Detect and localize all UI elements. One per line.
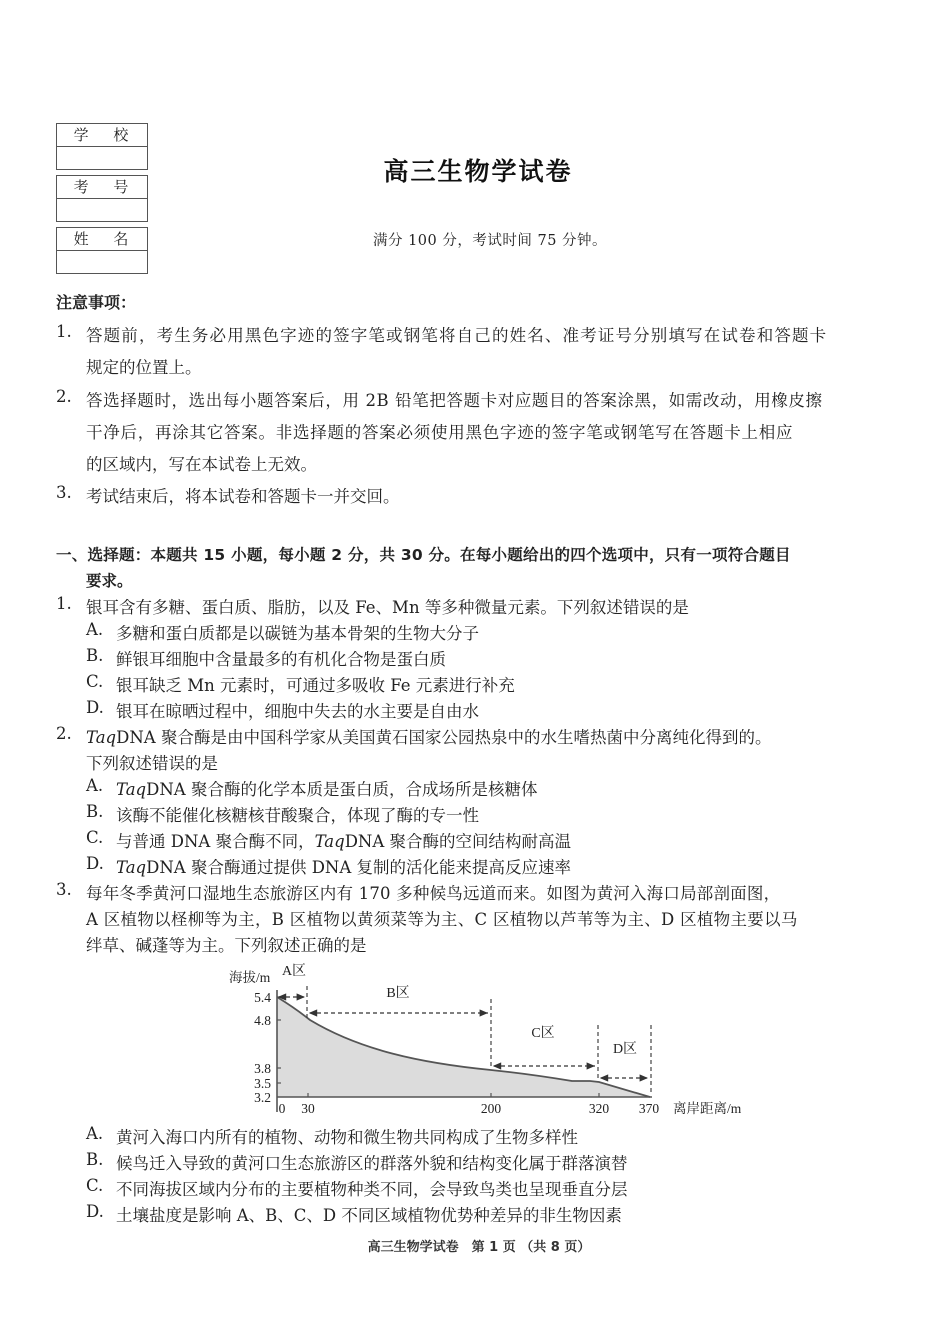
q3-stem-line-1: 每年冬季黄河口湿地生态旅游区内有 170 多种候鸟远道而来。如图为黄河入海口局部剖面图， [86,884,781,903]
q1-stem: 银耳含有多糖、蛋白质、脂肪，以及 Fe、Mn 等多种微量元素。下列叙述错误的是 [86,598,689,617]
note-2-num: 2. [56,387,72,406]
x-tick-370: 370 [638,1101,660,1116]
y-tick-3-5: 3.5 [254,1076,271,1091]
q2-option-c-pre: 与普通 DNA 聚合酶不同， [116,832,315,851]
x-tick-30: 30 [301,1101,315,1116]
note-3-line-1: 考试结束后，将本试卷和答题卡一并交回。 [86,487,400,506]
q2-option-a-taq: Taq [116,780,147,799]
q3-option-d-label[interactable]: D. [86,1202,104,1221]
note-2-line-3: 的区域内，写在本试卷上无效。 [86,455,317,474]
q2-option-a-rest: DNA 聚合酶的化学本质是蛋白质，合成场所是核糖体 [146,780,538,799]
q2-option-b-pre: 该酶不能催化核糖核苷酸聚合，体现了酶的专一性 [116,806,479,825]
x-axis-label: 离岸距离/m [673,1101,742,1116]
note-3-num: 3. [56,483,72,502]
q2-option-b-text [116,802,479,826]
x-tick-200: 200 [480,1101,502,1116]
q3-option-b-text: 候鸟迁入导致的黄河口生态旅游区的群落外貌和结构变化属于群落演替 [116,1154,628,1173]
q2-stem-line-1-text: DNA 聚合酶是由中国科学家从美国黄石国家公园热泉中的水生嗜热菌中分离纯化得到的。 [116,728,772,747]
school-label: 学 校 [57,124,147,147]
q3-option-b-label[interactable]: B. [86,1150,104,1169]
q2-stem-line-2: 下列叙述错误的是 [86,754,218,773]
q2-option-c-label[interactable]: C. [86,828,104,847]
y-tick-3-2: 3.2 [254,1090,271,1105]
name-field[interactable] [57,251,147,273]
exam-number-label: 考 号 [57,176,147,199]
q3-number: 3. [56,880,72,899]
q1-option-d-label[interactable]: D. [86,698,104,717]
q1-option-a-label[interactable]: A. [86,620,104,639]
q2-stem-line-1 [86,724,771,748]
y-tick-4-8: 4.8 [254,1013,271,1028]
zone-b-label: B区 [386,986,410,1001]
exam-subtitle: 满分 100 分，考试时间 75 分钟。 [372,233,608,249]
q2-option-d-taq: Taq [116,858,147,877]
q3-option-c-label[interactable]: C. [86,1176,104,1195]
q2-number: 2. [56,724,72,743]
q2-option-c-rest: DNA 聚合酶的空间结构耐高温 [344,832,572,851]
q2-option-c-text [116,828,571,852]
river-mouth-profile-chart [220,958,760,1118]
note-1-line-1: 答题前，考生务必用黑色字迹的签字笔或钢笔将自己的姓名、准考证号分别填写在试卷和答题卡 [86,326,828,345]
y-axis-label: 海拔/m [229,970,271,985]
q3-stem-line-2: A 区植物以柽柳等为主，B 区植物以黄须菜等为主、C 区植物以芦苇等为主、D 区植物主要以马 [86,910,798,929]
note-2-line-2: 干净后，再涂其它答案。非选择题的答案必须使用黑色字迹的签字笔或钢笔写在答题卡上相应 [86,423,794,442]
q3-option-a-label[interactable]: A. [86,1124,104,1143]
q1-number: 1. [56,594,72,613]
q2-option-a-text [116,776,537,800]
notes-heading: 注意事项： [56,293,137,312]
section-1-heading-line-1: 一、选择题：本题共 15 小题，每小题 2 分，共 30 分。在每小题给出的四个选项中，只有一项符合题目 [56,546,791,564]
q1-option-c-text: 银耳缺乏 Mn 元素时，可通过多吸收 Fe 元素进行补充 [116,676,515,695]
zone-d-label: D区 [612,1042,638,1057]
zone-c-label: C区 [531,1026,555,1041]
note-1-line-2: 规定的位置上。 [86,358,202,377]
q2-option-d-text [116,854,571,878]
q3-option-d-text: 土壤盐度是影响 A、B、C、D 不同区域植物优势种差异的非生物因素 [116,1206,622,1225]
q1-option-b-label[interactable]: B. [86,646,104,665]
q3-stem-line-3: 绊草、碱蓬等为主。下列叙述正确的是 [86,936,367,955]
y-tick-3-8: 3.8 [254,1061,271,1076]
note-2-line-1: 答选择题时，选出每小题答案后，用 2B 铅笔把答题卡对应题目的答案涂黑，如需改动，用橡皮擦 [86,391,823,410]
q3-option-c-text: 不同海拔区域内分布的主要植物种类不同，会导致鸟类也呈现垂直分层 [116,1180,628,1199]
q1-option-d-text: 银耳在晾晒过程中，细胞中失去的水主要是自由水 [116,702,479,721]
q2-option-d-rest: DNA 聚合酶通过提供 DNA 复制的活化能来提高反应速率 [146,858,572,877]
note-1-num: 1. [56,322,72,341]
q1-option-c-label[interactable]: C. [86,672,104,691]
q2-option-c-taq: Taq [314,832,345,851]
page-footer: 高三生物学试卷 第 1 页 （共 8 页） [367,1240,591,1255]
y-tick-5-4: 5.4 [254,990,271,1005]
q1-option-a-text: 多糖和蛋白质都是以碳链为基本骨架的生物大分子 [116,624,479,643]
q2-option-d-label[interactable]: D. [86,854,104,873]
q1-option-b-text: 鲜银耳细胞中含量最多的有机化合物是蛋白质 [116,650,446,669]
exam-number-field[interactable] [57,199,147,221]
x-tick-320: 320 [588,1101,610,1116]
page-title: 高三生物学试卷 [383,157,573,186]
x-tick-0: 0 [278,1101,286,1116]
q3-option-a-text: 黄河入海口内所有的植物、动物和微生物共同构成了生物多样性 [116,1128,578,1147]
section-1-heading-line-2: 要求。 [86,572,133,590]
q2-taq-term: Taq [86,728,117,747]
q2-option-b-label[interactable]: B. [86,802,104,821]
q2-option-a-label[interactable]: A. [86,776,104,795]
zone-a-label: A区 [281,964,307,979]
name-label: 姓 名 [57,228,147,251]
